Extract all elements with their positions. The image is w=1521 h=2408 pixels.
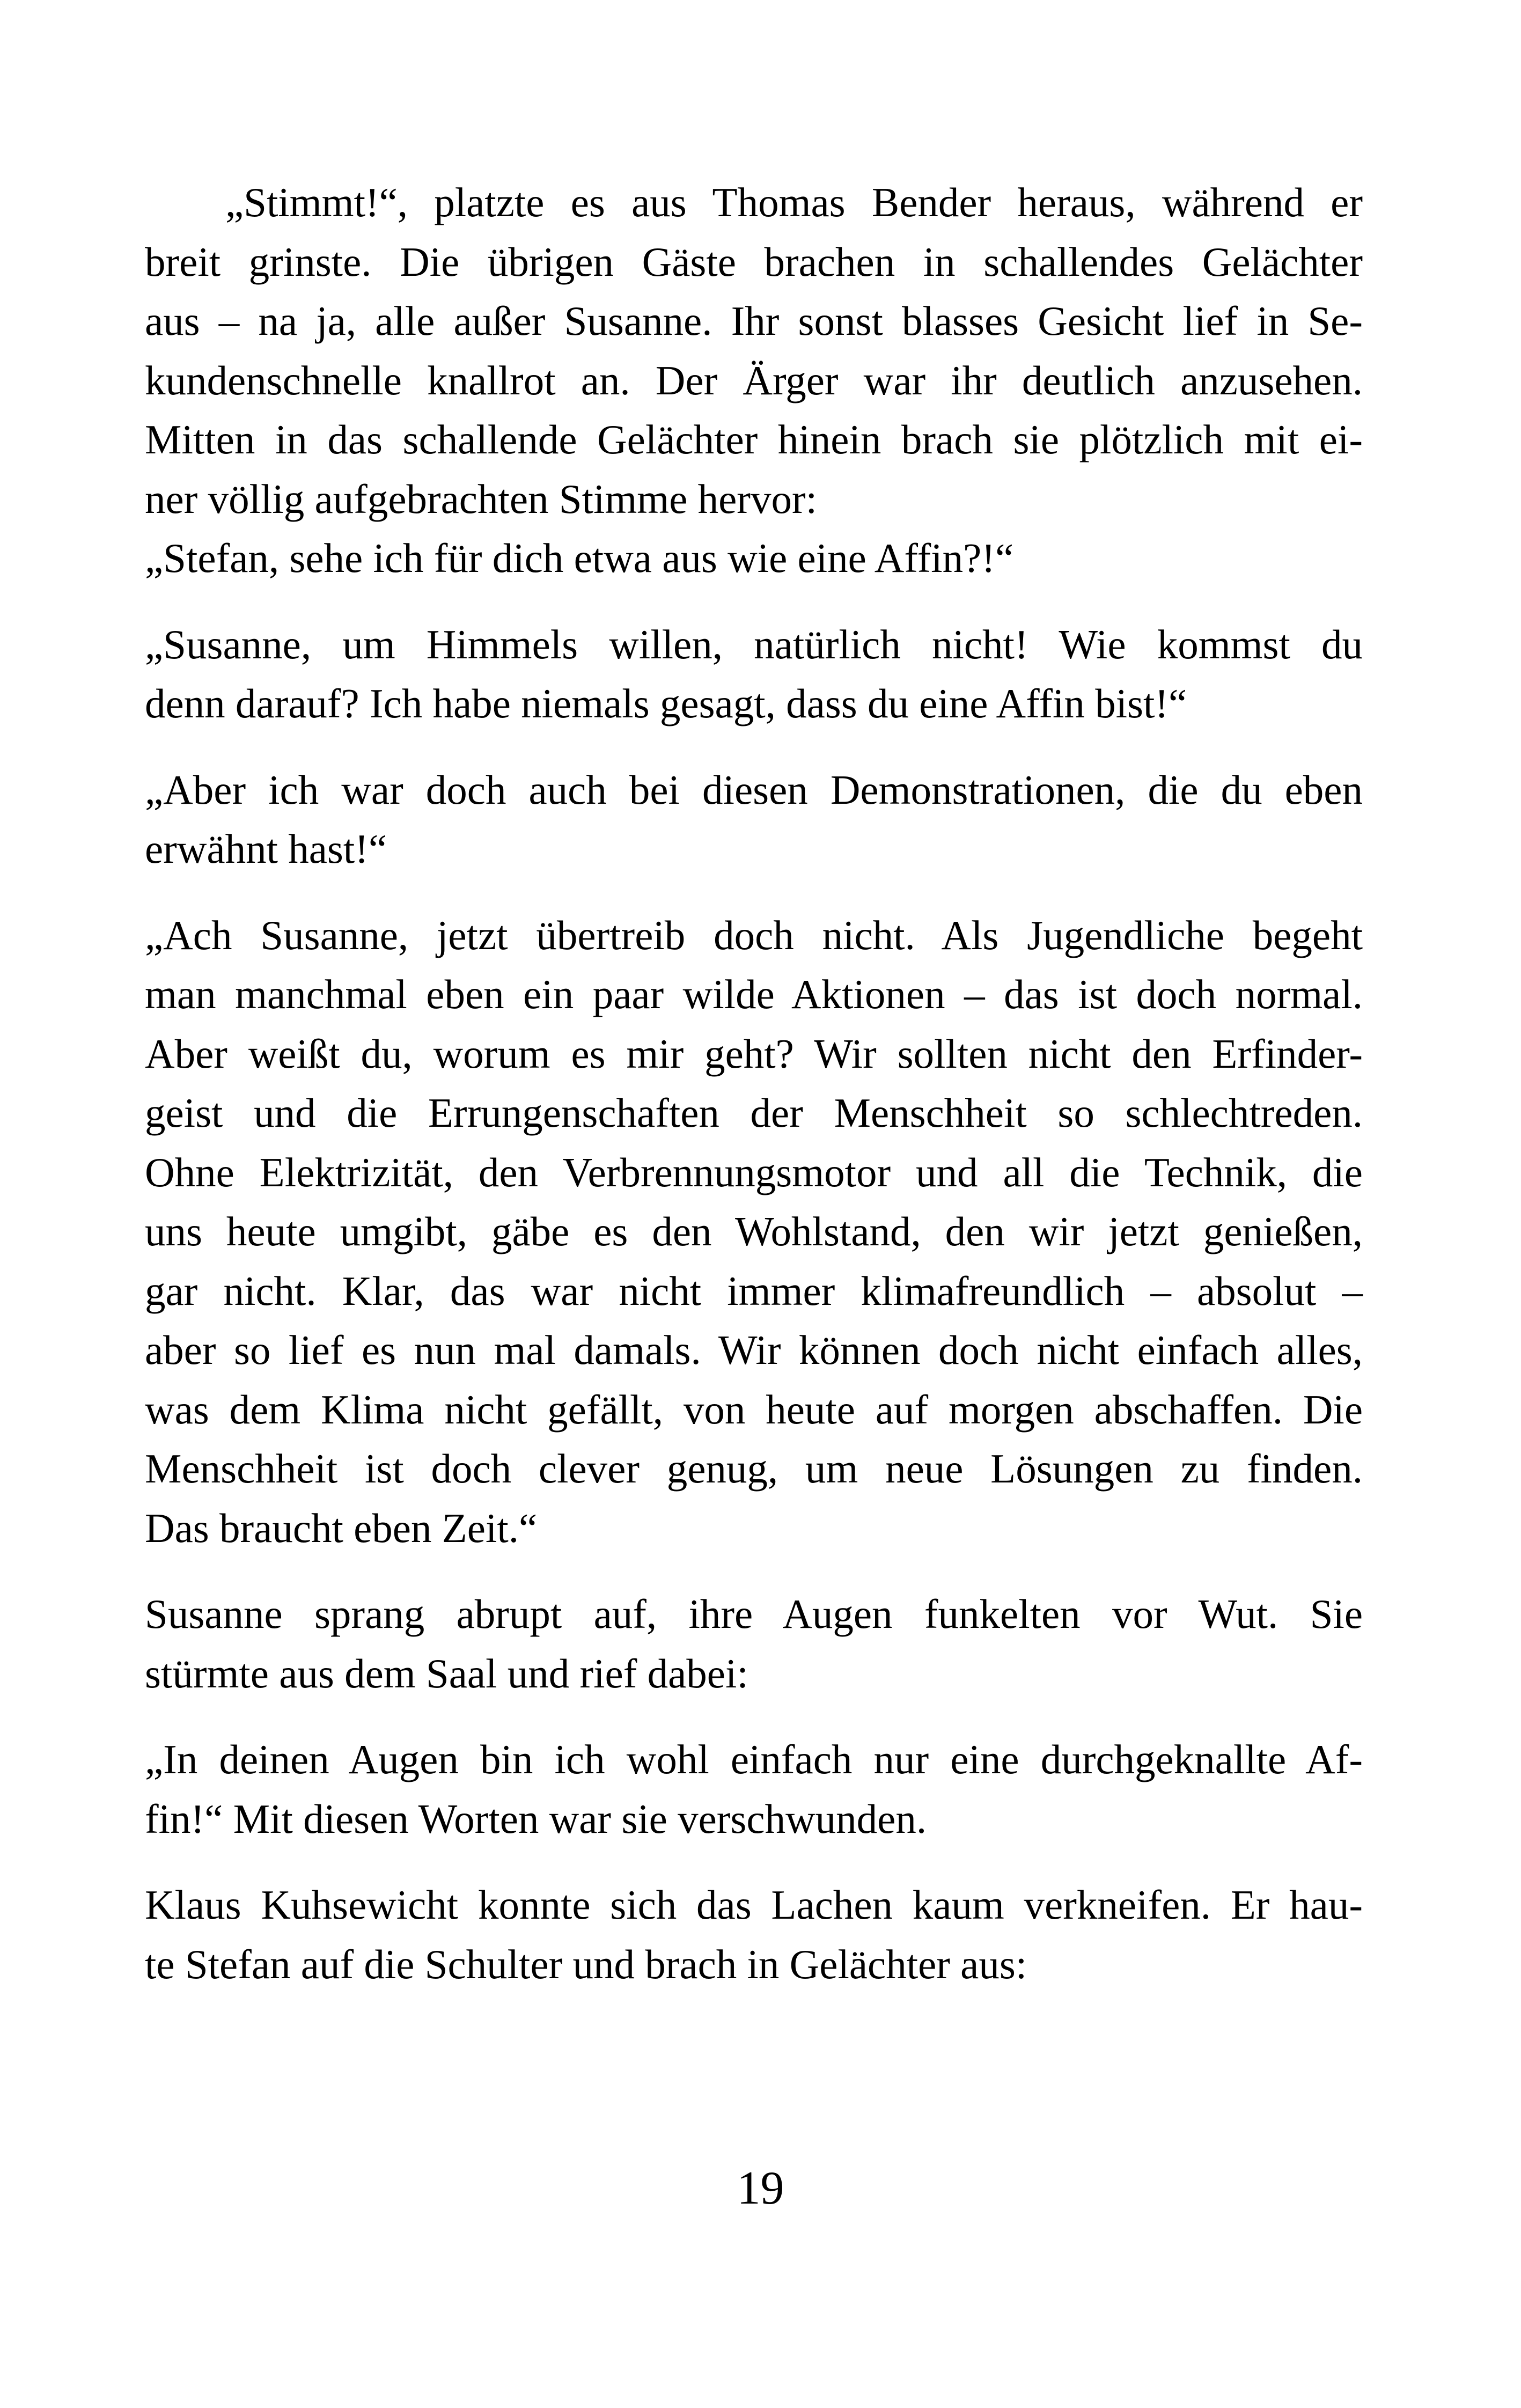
text-line: gar nicht. Klar, das war nicht immer klimafreundlich – absolut –: [145, 1267, 1363, 1314]
paragraph-4: [145, 760, 1363, 879]
text-line: „Susanne, um Himmels willen, natürlich nicht! Wie kommst du: [145, 621, 1363, 667]
paragraph-5: [145, 906, 1363, 1558]
text-line: uns heute umgibt, gäbe es den Wohlstand, den wir jetzt genießen,: [145, 1208, 1363, 1254]
text-line: Das braucht eben Zeit.“: [145, 1504, 538, 1551]
text-line: „In deinen Augen bin ich wohl einfach nur eine durchgeknallte Af-: [145, 1736, 1363, 1782]
paragraph-8: [145, 1875, 1363, 1994]
text-line: man manchmal eben ein paar wilde Aktionen – das ist doch normal.: [145, 971, 1363, 1017]
text-line: fin!“ Mit diesen Worten war sie verschwunden.: [145, 1795, 927, 1842]
text-line: Susanne sprang abrupt auf, ihre Augen funkelten vor Wut. Sie: [145, 1591, 1363, 1637]
page-body: [145, 173, 1363, 1994]
text-line: aber so lief es nun mal damals. Wir können doch nicht einfach alles,: [145, 1327, 1363, 1373]
text-line: ner völlig aufgebrachten Stimme hervor:: [145, 475, 817, 522]
text-line: Menschheit ist doch clever genug, um neue Lösungen zu finden.: [145, 1445, 1363, 1492]
text-line: stürmte aus dem Saal und rief dabei:: [145, 1650, 748, 1697]
text-line: was dem Klima nicht gefällt, von heute auf morgen abschaffen. Die: [145, 1386, 1363, 1433]
text-line: Klaus Kuhsewicht konnte sich das Lachen kaum verkneifen. Er hau-: [145, 1882, 1363, 1928]
text-line: breit grinste. Die übrigen Gäste brachen in schallendes Gelächter: [145, 238, 1363, 285]
text-line: Mitten in das schallende Gelächter hinein brach sie plötzlich mit ei-: [145, 416, 1363, 462]
text-line: te Stefan auf die Schulter und brach in Gelächter aus:: [145, 1941, 1027, 1987]
text-line: „Aber ich war doch auch bei diesen Demonstrationen, die du eben: [145, 766, 1363, 813]
text-line: „Stefan, sehe ich für dich etwa aus wie eine Affin?!“: [145, 535, 1014, 581]
paragraph-6: [145, 1584, 1363, 1703]
text-line: „Stimmt!“, platzte es aus Thomas Bender heraus, während er: [225, 179, 1363, 225]
paragraph-2: [145, 528, 1363, 588]
text-line: Aber weißt du, worum es mir geht? Wir sollten nicht den Erfinder-: [145, 1030, 1363, 1077]
paragraph-1: [145, 173, 1363, 528]
text-line: kundenschnelle knallrot an. Der Ärger war ihr deutlich anzusehen.: [145, 357, 1363, 403]
text-line: „Ach Susanne, jetzt übertreib doch nicht. Als Jugendliche begeht: [145, 912, 1363, 958]
text-line: aus – na ja, alle außer Susanne. Ihr sonst blasses Gesicht lief in Se-: [145, 298, 1363, 344]
text-line: geist und die Errungenschaften der Menschheit so schlechtreden.: [145, 1090, 1363, 1136]
paragraph-7: [145, 1730, 1363, 1848]
paragraph-3: [145, 615, 1363, 733]
page-number: 19: [737, 2162, 784, 2214]
text-line: Ohne Elektrizität, den Verbrennungsmotor und all die Technik, die: [145, 1149, 1363, 1195]
text-line: erwähnt hast!“: [145, 826, 387, 872]
text-line: denn darauf? Ich habe niemals gesagt, dass du eine Affin bist!“: [145, 680, 1187, 726]
